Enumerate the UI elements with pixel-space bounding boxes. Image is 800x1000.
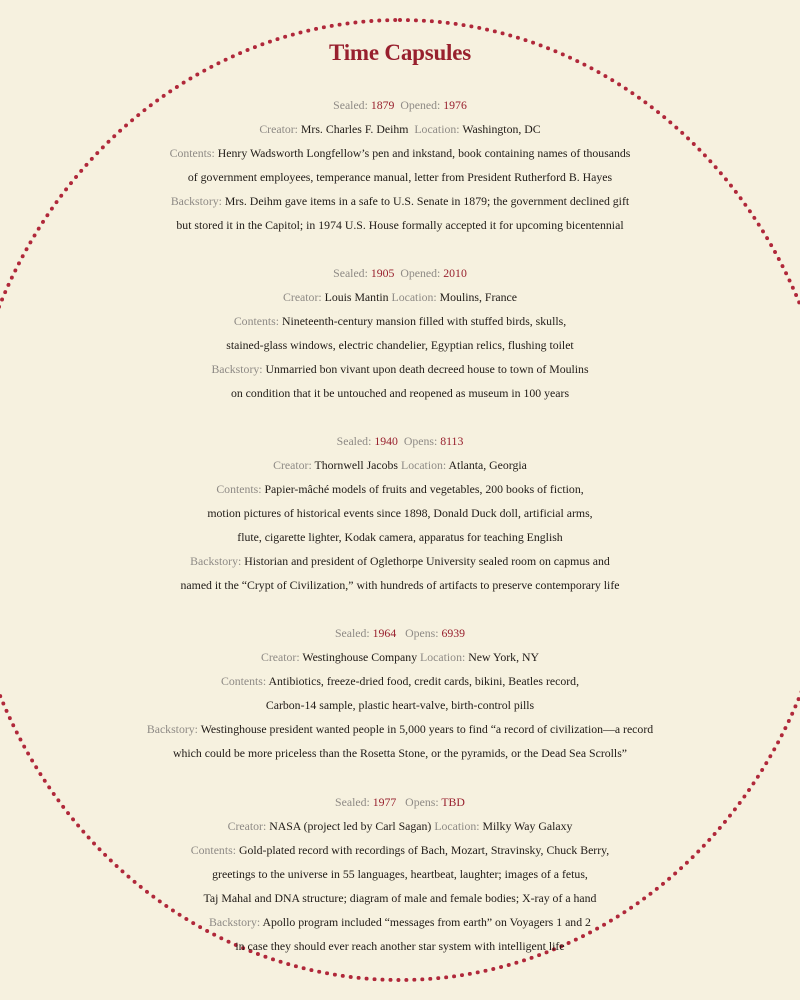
page-title: Time Capsules [328, 40, 472, 65]
sealed-label: Sealed: [333, 98, 368, 112]
opens-year: TBD [441, 795, 465, 809]
opened-label: Opened: [400, 98, 441, 112]
creator-value: Thornwell Jacobs [314, 458, 399, 472]
creator-label: Creator: [259, 122, 298, 136]
creator-label: Creator: [283, 290, 322, 304]
dates-line [0, 429, 800, 453]
sealed-label: Sealed: [333, 266, 368, 280]
location-label: Location: [400, 458, 447, 472]
sealed-year: 1964 [372, 626, 397, 640]
location-label: Location: [414, 122, 460, 136]
location-value: Washington, DC [462, 122, 541, 136]
backstory-text: Unmarried bon vivant upon death decreed house to town of Moulins [265, 362, 589, 376]
backstory-label: Backstory: [211, 362, 263, 376]
backstory-text: Westinghouse president wanted people in 5,000 years to find “a record of civilization—a record [200, 722, 654, 736]
backstory-text: Mrs. Deihm gave items in a safe to U.S. Senate in 1879; the government declined gift [224, 194, 630, 208]
capsule-entry-1905 [0, 261, 800, 405]
opened-year: 2010 [443, 266, 467, 280]
dates-line [0, 93, 800, 117]
backstory-line: but stored it in the Capitol; in 1974 U.S. House formally accepted it for upcoming bicentennial [176, 218, 624, 232]
contents-text: Nineteenth-century mansion filled with stuffed birds, skulls, [282, 314, 567, 328]
location-label: Location: [420, 650, 466, 664]
creator-label: Creator: [273, 458, 312, 472]
backstory-line [0, 717, 800, 741]
backstory-label: Backstory: [146, 722, 198, 736]
creator-line [0, 117, 800, 141]
contents-line: flute, cigarette lighter, Kodak camera, apparatus for teaching English [237, 530, 563, 544]
opened-label: Opened: [400, 266, 441, 280]
contents-line: stained-glass windows, electric chandelier, Egyptian relics, flushing toilet [226, 338, 574, 352]
creator-value: Westinghouse Company [302, 650, 418, 664]
opened-year: 1976 [443, 98, 467, 112]
creator-line [0, 285, 800, 309]
contents-label: Contents: [233, 314, 280, 328]
location-label: Location: [434, 819, 480, 833]
creator-line [0, 645, 800, 669]
location-value: Milky Way Galaxy [482, 819, 573, 833]
sealed-year: 1905 [370, 266, 395, 280]
capsule-entry-1964 [0, 621, 800, 765]
dates-line [0, 790, 800, 814]
location-label: Location: [391, 290, 437, 304]
creator-label: Creator: [260, 650, 300, 664]
contents-line: Carbon-14 sample, plastic heart-valve, birth-control pills [265, 698, 535, 712]
backstory-label: Backstory: [170, 194, 222, 208]
creator-line [0, 814, 800, 838]
backstory-line: on condition that it be untouched and reopened as museum in 100 years [230, 386, 570, 400]
contents-text: Antibiotics, freeze-dried food, credit cards, bikini, Beatles record, [268, 674, 580, 688]
creator-value: Louis Mantin [324, 290, 389, 304]
contents-line [0, 141, 800, 165]
backstory-line [0, 189, 800, 213]
contents-label: Contents: [216, 482, 262, 496]
contents-line: of government employees, temperance manual, letter from President Rutherford B. Hayes [187, 170, 613, 184]
contents-text: Gold-plated record with recordings of Bach, Mozart, Stravinsky, Chuck Berry, [238, 843, 610, 857]
backstory-text: Apollo program included “messages from earth” on Voyagers 1 and 2 [262, 915, 591, 929]
dates-line [0, 261, 800, 285]
location-value: New York, NY [468, 650, 540, 664]
contents-line [0, 309, 800, 333]
contents-text: Henry Wadsworth Longfellow’s pen and inkstand, book containing names of thousands [217, 146, 631, 160]
creator-value: Mrs. Charles F. Deihm [300, 122, 409, 136]
backstory-line: in case they should ever reach another star system with intelligent life [235, 939, 565, 953]
sealed-year: 1940 [374, 434, 398, 448]
opens-year: 6939 [441, 626, 466, 640]
contents-line [0, 477, 800, 501]
creator-value: NASA (project led by Carl Sagan) [269, 819, 432, 833]
capsule-entry-1977 [0, 790, 800, 958]
contents-label: Contents: [169, 146, 215, 160]
capsule-entry-1940 [0, 429, 800, 597]
contents-line [0, 838, 800, 862]
contents-line: Taj Mahal and DNA structure; diagram of male and female bodies; X-ray of a hand [203, 891, 597, 905]
contents-line: greetings to the universe in 55 languages, heartbeat, laughter; images of a fetus, [212, 867, 588, 881]
opens-label: Opens: [405, 795, 439, 809]
sealed-year: 1879 [370, 98, 395, 112]
backstory-line: which could be more priceless than the Rosetta Stone, or the pyramids, or the Dead Sea Scrolls” [172, 746, 628, 760]
contents-label: Contents: [220, 674, 267, 688]
sealed-year: 1977 [372, 795, 397, 809]
contents-line [0, 669, 800, 693]
backstory-text: Historian and president of Oglethorpe University sealed room on capmus and [244, 554, 610, 568]
capsule-entry-1879 [0, 93, 800, 237]
backstory-line [0, 357, 800, 381]
sealed-label: Sealed: [334, 626, 370, 640]
creator-line [0, 453, 800, 477]
sealed-label: Sealed: [336, 434, 372, 448]
contents-label: Contents: [190, 843, 236, 857]
backstory-label: Backstory: [209, 915, 261, 929]
backstory-line [0, 549, 800, 573]
location-value: Moulins, France [439, 290, 517, 304]
backstory-line [0, 910, 800, 934]
opens-year: 8113 [440, 434, 464, 448]
backstory-line: named it the “Crypt of Civilization,” with hundreds of artifacts to preserve contemporary life [180, 578, 620, 592]
dates-line [0, 621, 800, 645]
location-value: Atlanta, Georgia [448, 458, 527, 472]
contents-line: motion pictures of historical events since 1898, Donald Duck doll, artificial arms, [207, 506, 593, 520]
opens-label: Opens: [405, 626, 439, 640]
backstory-label: Backstory: [190, 554, 242, 568]
creator-label: Creator: [227, 819, 267, 833]
opens-label: Opens: [403, 434, 438, 448]
contents-text: Papier-mâché models of fruits and vegetables, 200 books of fiction, [264, 482, 584, 496]
sealed-label: Sealed: [335, 795, 370, 809]
